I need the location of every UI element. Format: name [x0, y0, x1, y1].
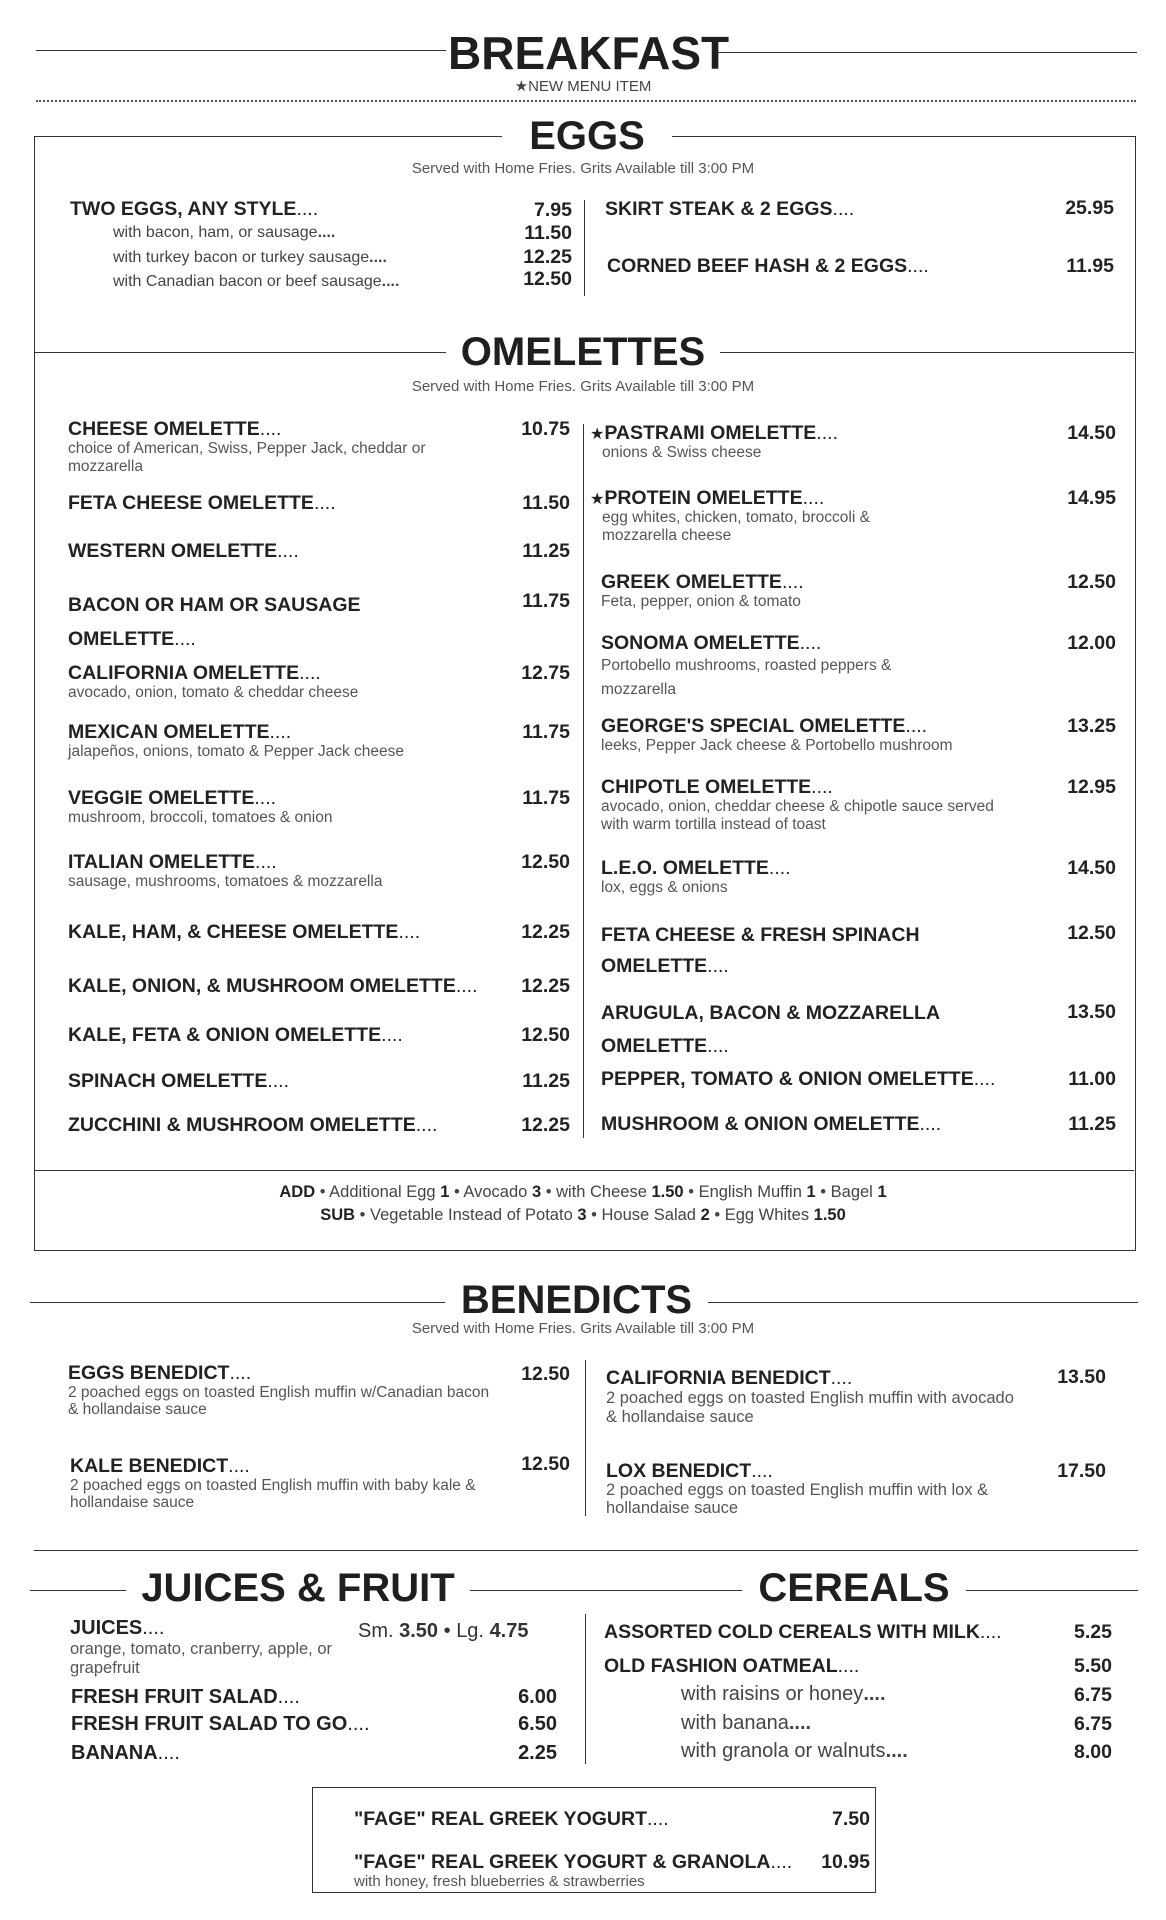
cereal-item: ASSORTED COLD CEREALS WITH MILK.... — [604, 1621, 1002, 1643]
menu-item-price: 12.25 — [521, 975, 570, 997]
benedicts-rule-left — [30, 1302, 445, 1303]
omelette-item: FETA CHEESE OMELETTE.... — [68, 492, 336, 514]
omelette-item: VEGGIE OMELETTE.... mushroom, broccoli, tomatoes & onion — [68, 787, 333, 827]
omelette-item: SONOMA OMELETTE.... Portobello mushrooms, roasted peppers & mozzarella — [601, 632, 892, 698]
benedict-item: EGGS BENEDICT.... 2 poached eggs on toasted English muffin w/Canadian bacon & hollandaise sauce — [68, 1362, 490, 1419]
menu-item-price: 5.25 — [1074, 1621, 1112, 1643]
menu-item-option: with turkey bacon or turkey sausage.... — [113, 249, 387, 266]
omelette-item: ARUGULA, BACON & MOZZARELLA OMELETTE.... — [601, 1002, 940, 1057]
menu-item-price: 7.95 — [534, 199, 572, 221]
substitutions-line: SUB • Vegetable Instead of Potato 3 • House Salad 2 • Egg Whites 1.50 — [320, 1206, 846, 1224]
menu-item-price: 12.25 — [521, 921, 570, 943]
menu-item-price: 14.95 — [1067, 487, 1116, 509]
menu-item-price: 14.50 — [1067, 857, 1116, 879]
menu-item-price: 10.75 — [521, 418, 570, 440]
menu-item-price: 13.50 — [1067, 1001, 1116, 1023]
omelette-item: ★PASTRAMI OMELETTE.... onions & Swiss cheese — [590, 422, 838, 462]
cereals-title: CEREALS — [758, 1566, 950, 1610]
fruit-item: FRESH FRUIT SALAD TO GO.... — [71, 1713, 370, 1735]
omelette-item: BACON OR HAM OR SAUSAGE OMELETTE.... — [68, 594, 361, 650]
menu-item-price: 6.50 — [518, 1713, 557, 1735]
eggs-rule-left — [34, 136, 502, 137]
eggs-rule-right — [672, 136, 1136, 137]
menu-item-price: 13.50 — [1057, 1366, 1106, 1388]
benedict-item: KALE BENEDICT.... 2 poached eggs on toasted English muffin with baby kale & hollandaise sauce — [70, 1455, 476, 1512]
menu-item-name: SKIRT STEAK & 2 EGGS.... — [605, 198, 855, 220]
menu-item-price: 6.75 — [1074, 1713, 1112, 1735]
omelette-item: SPINACH OMELETTE.... — [68, 1070, 290, 1092]
menu-item-price: 11.25 — [522, 540, 570, 562]
juices-item: JUICES.... orange, tomato, cranberry, apple, or grapefruit — [70, 1617, 333, 1677]
header-rule-right — [717, 52, 1137, 53]
menu-item-price: 12.50 — [521, 1024, 570, 1046]
omelette-item: CALIFORNIA OMELETTE.... avocado, onion, tomato & cheddar cheese — [68, 662, 359, 702]
menu-item-price: 11.25 — [522, 1070, 570, 1092]
yogurt-item: "FAGE" REAL GREEK YOGURT.... — [354, 1808, 669, 1830]
page-title: BREAKFAST — [448, 27, 730, 79]
juices-rule-left — [30, 1590, 126, 1591]
benedicts-bottom-rule — [34, 1550, 1138, 1551]
cereal-item: OLD FASHION OATMEAL.... — [604, 1655, 860, 1677]
menu-item-price: 17.50 — [1057, 1460, 1106, 1482]
menu-item-price: 10.95 — [821, 1851, 870, 1873]
menu-item-option: with Canadian bacon or beef sausage.... — [113, 273, 400, 290]
menu-item-price: 12.50 — [521, 1363, 570, 1385]
omelette-item: PEPPER, TOMATO & ONION OMELETTE.... — [601, 1068, 996, 1090]
menu-item-price: 11.25 — [1068, 1113, 1116, 1135]
menu-item-price: 25.95 — [1065, 197, 1114, 219]
menu-item-price: 12.50 — [1067, 571, 1116, 593]
juices-rule-right — [470, 1590, 742, 1591]
menu-item-price: 12.25 — [523, 246, 572, 268]
menu-item-price: 12.95 — [1067, 776, 1116, 798]
menu-item-price: 11.50 — [522, 492, 570, 514]
omelette-item: GEORGE'S SPECIAL OMELETTE.... leeks, Pepper Jack cheese & Portobello mushroom — [601, 715, 953, 755]
eggs-served-note: Served with Home Fries. Grits Available till 3:00 PM — [411, 160, 755, 177]
benedicts-column-divider — [585, 1360, 586, 1516]
menu-item-price: 8.00 — [1074, 1741, 1112, 1763]
omelette-item: FETA CHEESE & FRESH SPINACH OMELETTE.... — [601, 924, 920, 977]
omelettes-served-note: Served with Home Fries. Grits Available till 3:00 PM — [411, 378, 755, 395]
omelettes-title: OMELETTES — [460, 330, 706, 374]
menu-item-price: 13.25 — [1067, 715, 1116, 737]
benedicts-served-note: Served with Home Fries. Grits Available till 3:00 PM — [411, 1320, 755, 1337]
cereals-rule-right — [966, 1590, 1138, 1591]
omelettes-column-divider — [583, 424, 584, 1138]
oatmeal-option: with banana.... — [681, 1712, 812, 1734]
menu-item-price: 12.00 — [1067, 632, 1116, 654]
omelette-item: MEXICAN OMELETTE.... jalapeños, onions, tomato & Pepper Jack cheese — [68, 721, 405, 761]
yogurt-item: "FAGE" REAL GREEK YOGURT & GRANOLA.... with honey, fresh blueberries & strawberries — [354, 1851, 793, 1891]
dotted-divider — [36, 100, 1136, 102]
menu-item-price: 12.50 — [521, 1453, 570, 1475]
benedict-item: LOX BENEDICT.... 2 poached eggs on toasted English muffin with lox & hollandaise sauce — [606, 1460, 989, 1517]
omelette-item: KALE, HAM, & CHEESE OMELETTE.... — [68, 921, 421, 943]
oatmeal-option: with raisins or honey.... — [681, 1683, 886, 1705]
eggs-title: EGGS — [529, 114, 645, 158]
header-rule-left — [36, 50, 446, 51]
omelette-item: WESTERN OMELETTE.... — [68, 540, 299, 562]
omelette-item: CHEESE OMELETTE.... choice of American, Swiss, Pepper Jack, cheddar or mozzarella — [68, 418, 426, 476]
menu-item-price: 11.95 — [1066, 255, 1114, 277]
menu-item-price: 11.75 — [522, 590, 570, 612]
new-item-note: ★NEW MENU ITEM — [514, 78, 652, 95]
omelette-item: KALE, ONION, & MUSHROOM OMELETTE.... — [68, 975, 478, 997]
menu-item-price: 14.50 — [1067, 422, 1116, 444]
omelette-item: CHIPOTLE OMELETTE.... avocado, onion, cheddar cheese & chipotle sauce served with warm tortilla instead of toast — [601, 776, 994, 834]
juice-size-prices: Sm. 3.50 • Lg. 4.75 — [358, 1620, 529, 1642]
menu-item-price: 7.50 — [832, 1808, 870, 1830]
eggs-column-divider — [584, 200, 585, 296]
add-ons-line: ADD • Additional Egg 1 • Avocado 3 • with Cheese 1.50 • English Muffin 1 • Bagel 1 — [279, 1183, 887, 1201]
menu-item-price: 12.50 — [1067, 922, 1116, 944]
juices-title: JUICES & FRUIT — [141, 1566, 455, 1610]
benedicts-title: BENEDICTS — [460, 1278, 693, 1322]
omelette-item: MUSHROOM & ONION OMELETTE.... — [601, 1113, 942, 1135]
benedict-item: CALIFORNIA BENEDICT.... 2 poached eggs on toasted English muffin with avocado & hollandaise sauce — [606, 1367, 1014, 1427]
menu-item-price: 6.75 — [1074, 1684, 1112, 1706]
omelette-item: KALE, FETA & ONION OMELETTE.... — [68, 1024, 403, 1046]
oatmeal-option: with granola or walnuts.... — [681, 1740, 908, 1762]
juices-cereals-divider — [585, 1614, 586, 1764]
new-item-star-icon: ★ — [590, 426, 605, 443]
fruit-item: FRESH FRUIT SALAD.... — [71, 1686, 300, 1708]
fruit-item: BANANA.... — [71, 1742, 180, 1764]
omelette-item: ★PROTEIN OMELETTE.... egg whites, chicken, tomato, broccoli & mozzarella cheese — [590, 487, 870, 545]
menu-item-price: 11.50 — [524, 222, 572, 244]
addsub-divider — [34, 1170, 1134, 1171]
menu-item-price: 11.00 — [1068, 1068, 1116, 1090]
menu-item-option: with bacon, ham, or sausage.... — [113, 224, 336, 241]
menu-item-name: CORNED BEEF HASH & 2 EGGS.... — [607, 255, 929, 277]
benedicts-rule-right — [708, 1302, 1138, 1303]
menu-item-price: 12.50 — [521, 851, 570, 873]
omelette-item: ZUCCHINI & MUSHROOM OMELETTE.... — [68, 1114, 438, 1136]
omelette-item: L.E.O. OMELETTE.... lox, eggs & onions — [601, 857, 791, 897]
menu-item-price: 5.50 — [1074, 1655, 1112, 1677]
menu-item-price: 12.25 — [521, 1114, 570, 1136]
star-icon: ★ — [514, 78, 529, 95]
menu-item-price: 11.75 — [522, 787, 570, 809]
omelettes-rule-right — [720, 352, 1134, 353]
new-item-star-icon: ★ — [590, 491, 605, 508]
omelette-item: GREEK OMELETTE.... Feta, pepper, onion & tomato — [601, 571, 804, 611]
menu-item-price: 12.50 — [523, 268, 572, 290]
menu-item-price: 11.75 — [522, 721, 570, 743]
omelette-item: ITALIAN OMELETTE.... sausage, mushrooms, tomatoes & mozzarella — [68, 851, 383, 891]
omelettes-rule-left — [34, 352, 446, 353]
menu-item-price: 6.00 — [518, 1686, 557, 1708]
menu-item-price: 12.75 — [521, 662, 570, 684]
menu-item-price: 2.25 — [518, 1742, 557, 1764]
menu-item-name: TWO EGGS, ANY STYLE.... — [70, 198, 319, 220]
